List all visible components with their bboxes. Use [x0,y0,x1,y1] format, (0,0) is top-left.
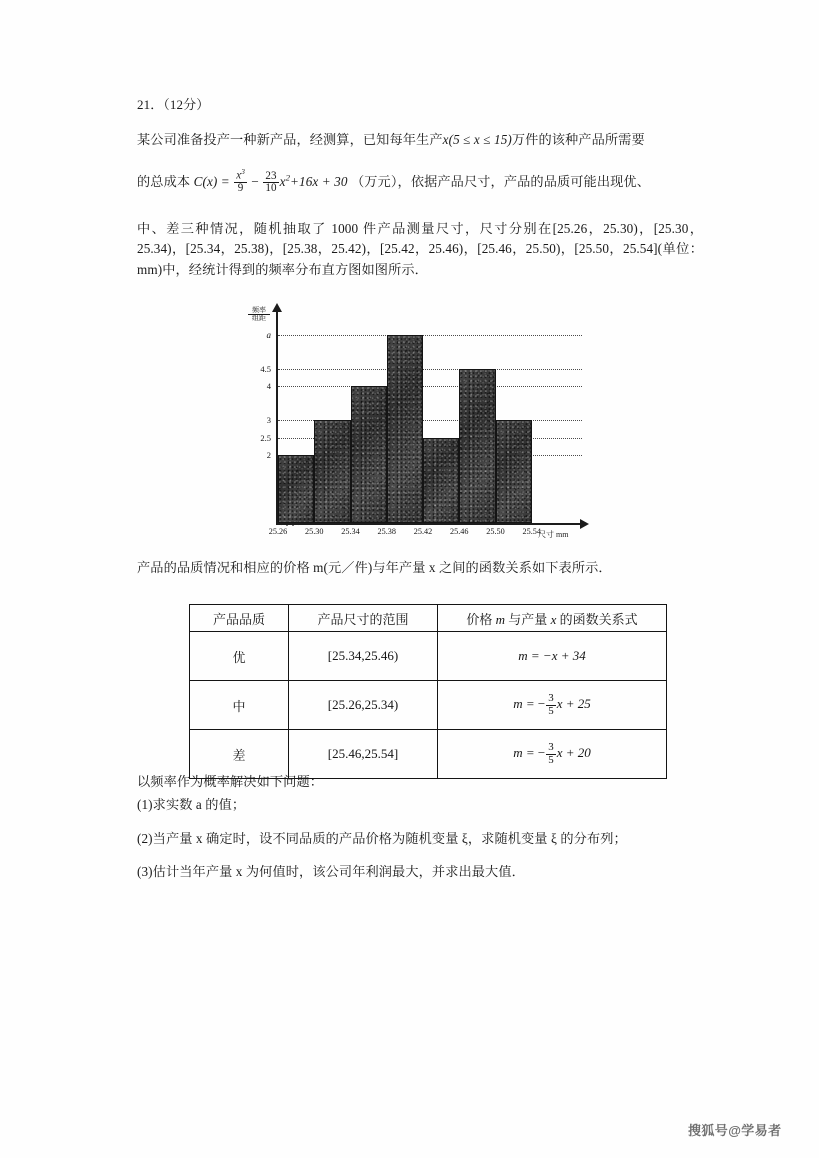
cost-term-1-denominator: 9 [237,182,244,195]
cell-size-range: [25.46,25.54] [289,730,438,779]
x-axis-tick-25-50: 25.50 [486,527,505,536]
header-formula-m: m [495,611,506,627]
cost-function-lhs: C(x) = [193,173,230,189]
cell-size-range: [25.34,25.46) [289,632,438,681]
para1-range: (5 ≤ x ≤ 15) [448,132,512,147]
formula-fraction [546,693,555,717]
table-intro-text: 产品的品质情况和相应的价格 m(元／件)与年产量 x 之间的函数关系如下表所示． [137,560,612,575]
y-axis-tick-4-5: 4.5 [260,364,271,375]
cost-term-1-numerator: $x^3$ [236,167,245,182]
cell-price-formula [438,681,667,730]
table-header-range: 产品尺寸的范围 [289,605,438,632]
formula-fraction-numerator: 3 [548,692,554,705]
table-header-formula [438,605,667,632]
x-axis-tick-25-30: 25.30 [305,527,324,536]
x-axis-tick-25-38: 25.38 [377,527,396,536]
header-formula-pre: 价格 [466,611,493,627]
cost-term-2-denominator: 10 [265,182,277,195]
x-axis [276,523,582,525]
histogram-bar [423,438,459,523]
cost-tail-terms: +16x + 30 [290,173,348,189]
cost-term-1-fraction [234,168,247,195]
x-axis-label: 尺寸 mm [538,530,569,539]
price-function-table [189,604,667,779]
cell-quality: 优 [190,632,289,681]
y-axis-label-numerator: 频率 [248,307,270,315]
table-body [190,632,667,779]
y-axis-tick-a: a [266,329,271,340]
x-axis-tick-25-42: 25.42 [413,527,433,536]
formula-fraction-numerator: 3 [548,741,554,754]
formula-fraction [546,742,555,766]
histogram-bar [314,420,350,523]
sub-questions [137,772,707,886]
histogram-bar [387,335,423,523]
histogram-bar [351,386,387,523]
table-row [190,632,667,681]
sub-question-intro: 以频率作为概率解决如下问题： [137,774,324,789]
y-axis-tick-3: 3 [266,415,271,426]
header-formula-post: 的函数关系式 [559,611,638,627]
cell-size-range: [25.26,25.34) [289,681,438,730]
cell-quality: 差 [190,730,289,779]
formula-lhs: m = [518,648,543,663]
sub-question-3: (3)估计当年产量 x 为何值时，该公司年利润最大，并求出最大值． [137,864,525,880]
histogram-bar [496,420,532,523]
formula-minus-sign: − [537,696,546,712]
formula-fraction-denominator: 5 [548,753,554,766]
watermark: 搜狐号@学易者 [688,1123,782,1138]
frequency-distribution-histogram [248,303,590,545]
sub-question-1: (1)求实数 a 的值； [137,797,246,813]
header-formula-x: x [550,611,557,627]
histogram-bar [278,455,314,523]
histogram-bar [459,369,495,523]
x-axis-tick-25-54: 25.54 [522,527,541,536]
para2-pre: 的总成本 [137,173,191,189]
formula-lhs: m = [513,745,538,761]
formula-rest: x + 25 [556,696,591,712]
table-header-row [190,605,667,632]
para1-variable: x [442,132,449,147]
problem-paragraph-2 [137,168,703,195]
para1-post: 万件的该种产品所需要 [511,132,645,147]
table-header [190,605,667,632]
y-axis-label-denominator: 组距 [252,314,266,323]
table-header-quality: 产品品质 [190,605,289,632]
table-row [190,681,667,730]
problem-paragraph-1 [137,130,699,150]
formula-lhs: m = [513,696,538,712]
y-axis-tick-2: 2 [266,449,271,460]
histogram-bars [278,311,568,523]
formula-minus-sign: − [537,745,546,761]
cell-quality: 中 [190,681,289,730]
x-axis-arrow-icon [580,519,589,529]
x-axis-tick-25-26: 25.26 [268,527,288,536]
x-axis-tick-25-34: 25.34 [341,527,360,536]
sub-question-2: (2)当产量 x 确定时，设不同品质的产品价格为随机变量 ξ，求随机变量 ξ 的分布列； [137,830,627,846]
problem-paragraph-3: 中、差三种情况，随机抽取了 1000 件产品测量尺寸，尺寸分别在[25.26，25.30)，[25.30，25.34)，[25.34，25.38)，[25.38，25.42)，[25.42，25.46)，[25.46，25.50)，[25.50，25.54](单位：mm)中，经统计得到的频率分布直方图如图所示． [137,221,703,277]
x-axis-tick-25-46: 25.46 [450,527,469,536]
y-axis-tick-4: 4 [266,381,271,392]
cost-term-2-fraction [263,171,278,195]
para1-pre: 某公司准备投产一种新产品，经测算，已知每年生产 [137,132,443,147]
cell-price-formula [438,632,667,681]
cost-term-2-x-squared: $x^2$ [279,172,291,189]
cost-minus-sign: − [251,173,259,189]
cost-term-2-numerator: 23 [265,169,277,182]
formula-rest: x + 20 [556,745,591,761]
cost-unit-and-text: （万元），依据产品尺寸，产品的品质可能出现优、 [350,173,650,189]
formula-rest: −x + 34 [542,648,586,663]
y-axis-tick-2-5: 2.5 [260,432,271,443]
formula-fraction-denominator: 5 [548,704,554,717]
y-axis-label [248,307,270,323]
question-number: 21．（12分） [137,97,210,112]
header-formula-mid: 与产量 [508,611,548,627]
